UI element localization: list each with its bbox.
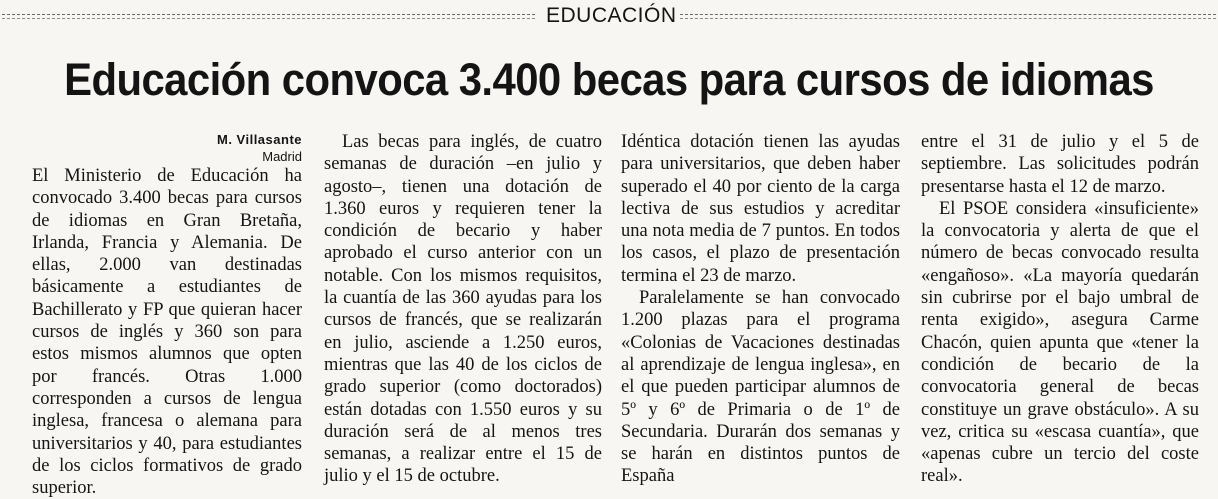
paragraph-psoe-criticism: El PSOE considera «insuficiente» la convocatoria y alerta de que el número de becas convocado resulta «engañoso». «La mayoría quedarán sin cubrirse por el bajo umbral de renta exigido», asegura Carme Chacón, quien apunta que «tener la condición de becario de la convocatoria general de becas constituye un grave obstáculo». A su vez, critica su «escasa cuantía», que «apenas cubre un tercio del coste real». [921,198,1199,487]
paragraph-university-grants: Idéntica dotación tienen las ayudas para universitarios, que deben haber superado el 40 por ciento de la carga lectiva de sus estudios y acreditar una nota media de 7 puntos. En todos los casos, el plazo de presentación termina el 23 de marzo. [621,132,900,286]
article-column-3 [621,131,900,488]
section-header [0,0,1218,34]
headline: Educación convoca 3.400 becas para cursos de idiomas [64,54,1154,105]
byline-place: Madrid [262,149,302,164]
section-rule-left [2,14,535,19]
article-column-4 [921,131,1199,488]
paragraph-camp-dates: entre el 31 de julio y el 5 de septiembre. Las solicitudes podrán presentarse hasta el 12 de marzo. [921,132,1199,197]
paragraph-intro: El Ministerio de Educación ha convocado 3.400 becas para cursos de idiomas en Gran Bretaña, Irlanda, Francia y Alemania. De ellas, 2.000 van destinadas básicamente a estudiantes de Bachillerato y FP que quieran hacer cursos de inglés y 360 son para estos mismos alumnos que opten por francés. Otras 1.000 corresponden a cursos de lengua inglesa, francesa o alemana para universitarios y 40, para estudiantes de los ciclos formativos de grado superior. [32,166,302,499]
paragraph-english-grants: Las becas para inglés, de cuatro semanas de duración –en julio y agosto–, tienen una dotación de 1.360 euros y requieren tener la condición de becario y haber aprobado el curso anterior con un notable. Con los mismos requisitos, la cuantía de las 360 ayudas para los cursos de francés, que se realizarán en julio, asciende a 1.250 euros, mientras que las 40 de los ciclos de grado superior (como doctorados) están dotadas con 1.550 euros y su duración será de al menos tres semanas, a realizar entre el 15 de julio y el 15 de octubre. [324,132,602,487]
paragraph-summer-camps: Paralelamente se han convocado 1.200 plazas para el programa «Colonias de Vacaciones destinadas al aprendizaje de lengua inglesa», en el que pueden participar alumnos de 5º y 6º de Primaria o de 1º de Secundaria. Durarán dos semanas y se harán en distintos puntos de España [621,288,900,487]
article-column-2 [324,131,602,488]
article-column-1 [32,131,302,499]
byline-author: M. Villasante [216,132,302,147]
section-rule-right [680,14,1216,19]
section-label: EDUCACIÓN [546,4,677,27]
